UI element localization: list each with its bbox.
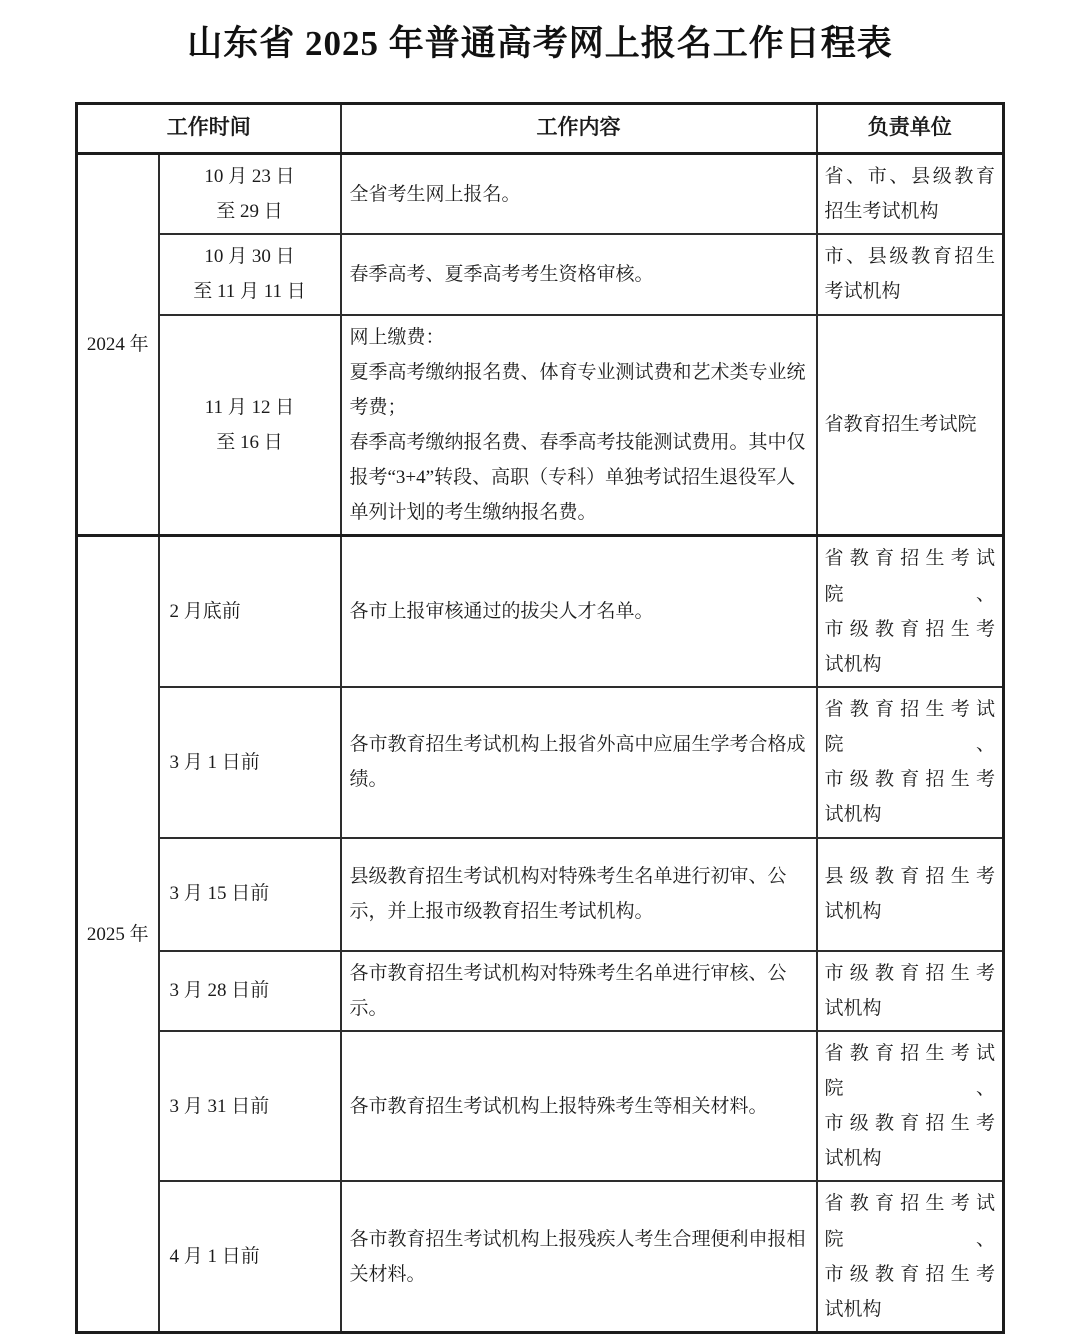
table-row [77, 838, 1004, 951]
content-line: 春季高考缴纳报名费、春季高考技能测试费用。其中仅报考“3+4”转段、高职（专科）单独考试招生退役军人单列计划的考生缴纳报名费。 [349, 431, 806, 524]
header-responsible-unit: 负责单位 [817, 104, 1004, 154]
unit-line: 省教育招生考试院 [824, 414, 977, 436]
unit-cell [817, 1031, 1004, 1182]
content-cell [341, 951, 817, 1031]
content-line: 春季高考、夏季高考考生资格审核。 [349, 263, 654, 285]
content-line: 各市教育招生考试机构上报特殊考生等相关材料。 [349, 1095, 768, 1117]
unit-cell [817, 154, 1004, 235]
table-row [77, 951, 1004, 1031]
time-cell [159, 536, 341, 687]
header-work-time: 工作时间 [77, 104, 341, 154]
time-cell [159, 1181, 341, 1332]
table-row [77, 1181, 1004, 1332]
content-line: 各市教育招生考试机构上报省外高中应届生学考合格成绩。 [349, 734, 806, 791]
time-line: 3 月 31 日前 [169, 1095, 270, 1117]
unit-line: 试机构 [824, 901, 882, 923]
year-cell-2025: 2025 年 [77, 536, 159, 1333]
unit-cell [817, 838, 1004, 951]
unit-line: 招生考试机构 [824, 201, 939, 223]
unit-cell [817, 951, 1004, 1031]
unit-cell [817, 234, 1004, 314]
table-row [77, 687, 1004, 838]
table-row [77, 154, 1004, 235]
unit-line: 考试机构 [824, 281, 901, 303]
unit-line: 市级教育招生考 [824, 962, 995, 984]
content-line: 县级教育招生考试机构对特殊考生名单进行初审、公示，并上报市级教育招生考试机构。 [349, 865, 787, 923]
unit-line: 试机构 [824, 804, 882, 826]
time-line: 3 月 1 日前 [169, 751, 260, 773]
header-work-content: 工作内容 [341, 104, 817, 154]
time-cell [159, 951, 341, 1031]
unit-line: 省教育招生考试院、 [824, 1042, 995, 1099]
unit-line: 试机构 [824, 1148, 882, 1170]
time-line: 3 月 15 日前 [169, 883, 270, 905]
time-line: 3 月 28 日前 [169, 980, 270, 1002]
unit-line: 市级教育招生考 [824, 769, 995, 791]
content-line: 各市教育招生考试机构上报残疾人考生合理便利申报相关材料。 [349, 1228, 806, 1285]
schedule-table [75, 102, 1005, 1334]
content-cell [341, 536, 817, 687]
content-cell [341, 234, 817, 314]
header-row [77, 104, 1004, 154]
content-cell [341, 315, 817, 536]
time-line: 10 月 23 日 [204, 166, 295, 187]
unit-line: 试机构 [824, 653, 882, 675]
unit-line: 县级教育招生考 [824, 865, 995, 887]
table-row [77, 1031, 1004, 1182]
year-cell-2024: 2024 年 [77, 154, 159, 536]
time-line: 至 29 日 [216, 201, 283, 223]
content-cell [341, 1181, 817, 1332]
unit-line: 省教育招生考试院、 [824, 548, 995, 605]
unit-cell [817, 687, 1004, 838]
unit-line: 市、县级教育招生 [824, 246, 995, 268]
time-cell [159, 315, 341, 536]
page-title: 山东省 2025 年普通高考网上报名工作日程表 [187, 24, 893, 63]
unit-line: 市级教育招生考 [824, 618, 995, 640]
content-cell [341, 838, 817, 951]
unit-line: 市级教育招生考 [824, 1263, 995, 1285]
time-line: 11 月 12 日 [204, 396, 295, 418]
time-line: 至 11 月 11 日 [193, 281, 306, 303]
content-line: 各市教育招生考试机构对特殊考生名单进行审核、公示。 [349, 962, 787, 1019]
unit-cell [817, 315, 1004, 536]
unit-line: 试机构 [824, 997, 882, 1019]
table-row [77, 234, 1004, 314]
time-cell [159, 234, 341, 314]
unit-line: 市级教育招生考 [824, 1113, 995, 1135]
time-line: 10 月 30 日 [204, 246, 295, 268]
content-line: 夏季高考缴纳报名费、体育专业测试费和艺术类专业统考费； [349, 361, 806, 418]
content-cell [341, 1031, 817, 1182]
unit-line: 省、市、县级教育 [824, 166, 995, 187]
time-cell [159, 154, 341, 235]
time-line: 至 16 日 [216, 431, 283, 453]
unit-cell [817, 536, 1004, 687]
unit-line: 省教育招生考试院、 [824, 1193, 995, 1250]
time-cell [159, 1031, 341, 1182]
content-line: 各市上报审核通过的拔尖人才名单。 [349, 601, 654, 623]
time-cell [159, 838, 341, 951]
content-cell [341, 687, 817, 838]
content-line: 网上缴费： [349, 326, 445, 348]
unit-cell [817, 1181, 1004, 1332]
table-row [77, 536, 1004, 687]
table-row [77, 315, 1004, 536]
unit-line: 省教育招生考试院、 [824, 698, 995, 756]
time-line: 2 月底前 [169, 601, 241, 623]
content-line: 全省考生网上报名。 [349, 183, 521, 205]
unit-line: 试机构 [824, 1298, 882, 1320]
time-line: 4 月 1 日前 [169, 1246, 260, 1268]
content-cell [341, 154, 817, 235]
time-cell [159, 687, 341, 838]
